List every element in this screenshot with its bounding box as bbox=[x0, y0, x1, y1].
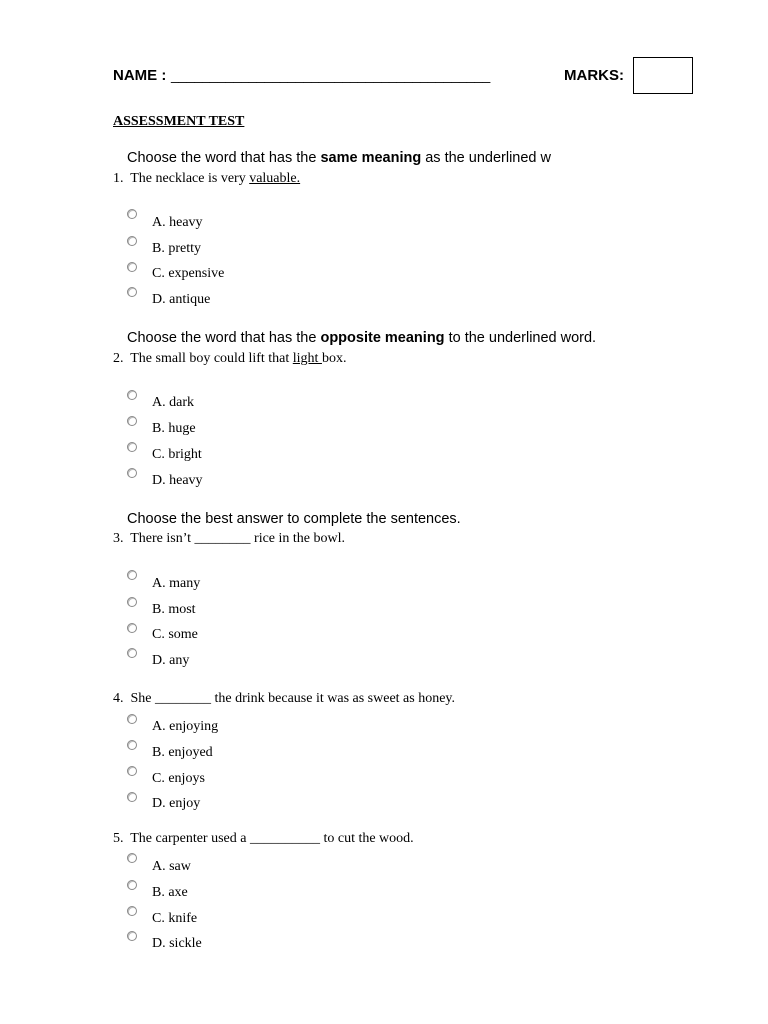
option-q1-d: D. antique bbox=[152, 292, 211, 307]
option-q1-c: C. expensive bbox=[152, 266, 225, 281]
question-number: 5. bbox=[113, 831, 124, 846]
name-label: NAME : bbox=[113, 67, 167, 84]
marks-box[interactable] bbox=[633, 57, 693, 94]
question-3 bbox=[113, 531, 345, 547]
instruction-emphasis: opposite meaning bbox=[320, 330, 445, 346]
radio-q4-a[interactable] bbox=[127, 714, 137, 724]
radio-q2-a[interactable] bbox=[127, 390, 137, 400]
option-q1-a: A. heavy bbox=[152, 215, 203, 230]
radio-q2-c[interactable] bbox=[127, 442, 137, 452]
radio-q3-a[interactable] bbox=[127, 570, 137, 580]
option-q5-c: C. knife bbox=[152, 911, 198, 926]
radio-q1-c[interactable] bbox=[127, 262, 137, 272]
option-q2-a: A. dark bbox=[152, 395, 194, 410]
question-number: 1. bbox=[113, 171, 124, 186]
instruction-text: to the underlined word. bbox=[444, 330, 597, 346]
option-q3-a: A. many bbox=[152, 576, 201, 591]
option-q2-b: B. huge bbox=[152, 421, 196, 436]
question-text: The necklace is very bbox=[130, 171, 250, 186]
option-q5-a: A. saw bbox=[152, 859, 191, 874]
radio-q3-b[interactable] bbox=[127, 597, 137, 607]
question-text: The small boy could lift that bbox=[130, 351, 293, 366]
radio-q5-a[interactable] bbox=[127, 853, 137, 863]
option-q1-b: B. pretty bbox=[152, 241, 201, 256]
question-text: The carpenter used a __________ to cut the wood. bbox=[130, 831, 414, 846]
question-text: box. bbox=[321, 351, 347, 366]
section-3-instruction bbox=[127, 511, 461, 527]
radio-q2-d[interactable] bbox=[127, 468, 137, 478]
question-1 bbox=[113, 171, 300, 187]
option-q4-c: C. enjoys bbox=[152, 771, 205, 786]
radio-q1-d[interactable] bbox=[127, 287, 137, 297]
name-field[interactable]: _________________________________________ bbox=[171, 67, 491, 83]
instruction-text: Choose the word that has the bbox=[127, 330, 321, 346]
radio-q5-c[interactable] bbox=[127, 906, 137, 916]
radio-q1-a[interactable] bbox=[127, 209, 137, 219]
option-q3-b: B. most bbox=[152, 602, 196, 617]
radio-q1-b[interactable] bbox=[127, 236, 137, 246]
option-q4-b: B. enjoyed bbox=[152, 745, 213, 760]
question-text: There isn’t ________ rice in the bowl. bbox=[130, 531, 346, 546]
section-2-instruction bbox=[127, 330, 596, 346]
marks-label: MARKS: bbox=[564, 67, 624, 84]
radio-q3-d[interactable] bbox=[127, 648, 137, 658]
instruction-emphasis: same meaning bbox=[320, 150, 422, 166]
radio-q4-b[interactable] bbox=[127, 740, 137, 750]
option-q3-c: C. some bbox=[152, 627, 198, 642]
question-4 bbox=[113, 691, 455, 707]
question-number: 4. bbox=[113, 691, 124, 706]
option-q2-c: C. bright bbox=[152, 447, 202, 462]
option-q5-b: B. axe bbox=[152, 885, 188, 900]
option-q2-d: D. heavy bbox=[152, 473, 203, 488]
radio-q4-c[interactable] bbox=[127, 766, 137, 776]
radio-q2-b[interactable] bbox=[127, 416, 137, 426]
question-2 bbox=[113, 351, 346, 367]
page-title: ASSESSMENT TEST bbox=[113, 114, 245, 129]
option-q4-d: D. enjoy bbox=[152, 796, 201, 811]
option-q5-d: D. sickle bbox=[152, 936, 202, 951]
instruction-text: as the underlined w bbox=[421, 150, 551, 166]
radio-q3-c[interactable] bbox=[127, 623, 137, 633]
option-q4-a: A. enjoying bbox=[152, 719, 219, 734]
radio-q5-b[interactable] bbox=[127, 880, 137, 890]
question-number: 3. bbox=[113, 531, 124, 546]
question-number: 2. bbox=[113, 351, 124, 366]
underlined-word: light bbox=[292, 351, 322, 366]
instruction-text: Choose the word that has the bbox=[127, 150, 321, 166]
section-1-instruction bbox=[127, 150, 551, 166]
radio-q5-d[interactable] bbox=[127, 931, 137, 941]
question-5 bbox=[113, 831, 414, 847]
radio-q4-d[interactable] bbox=[127, 792, 137, 802]
option-q3-d: D. any bbox=[152, 653, 190, 668]
instruction-text: Choose the best answer to complete the sentences. bbox=[127, 511, 461, 527]
underlined-word: valuable. bbox=[249, 171, 301, 186]
question-text: She ________ the drink because it was as sweet as honey. bbox=[130, 691, 456, 706]
